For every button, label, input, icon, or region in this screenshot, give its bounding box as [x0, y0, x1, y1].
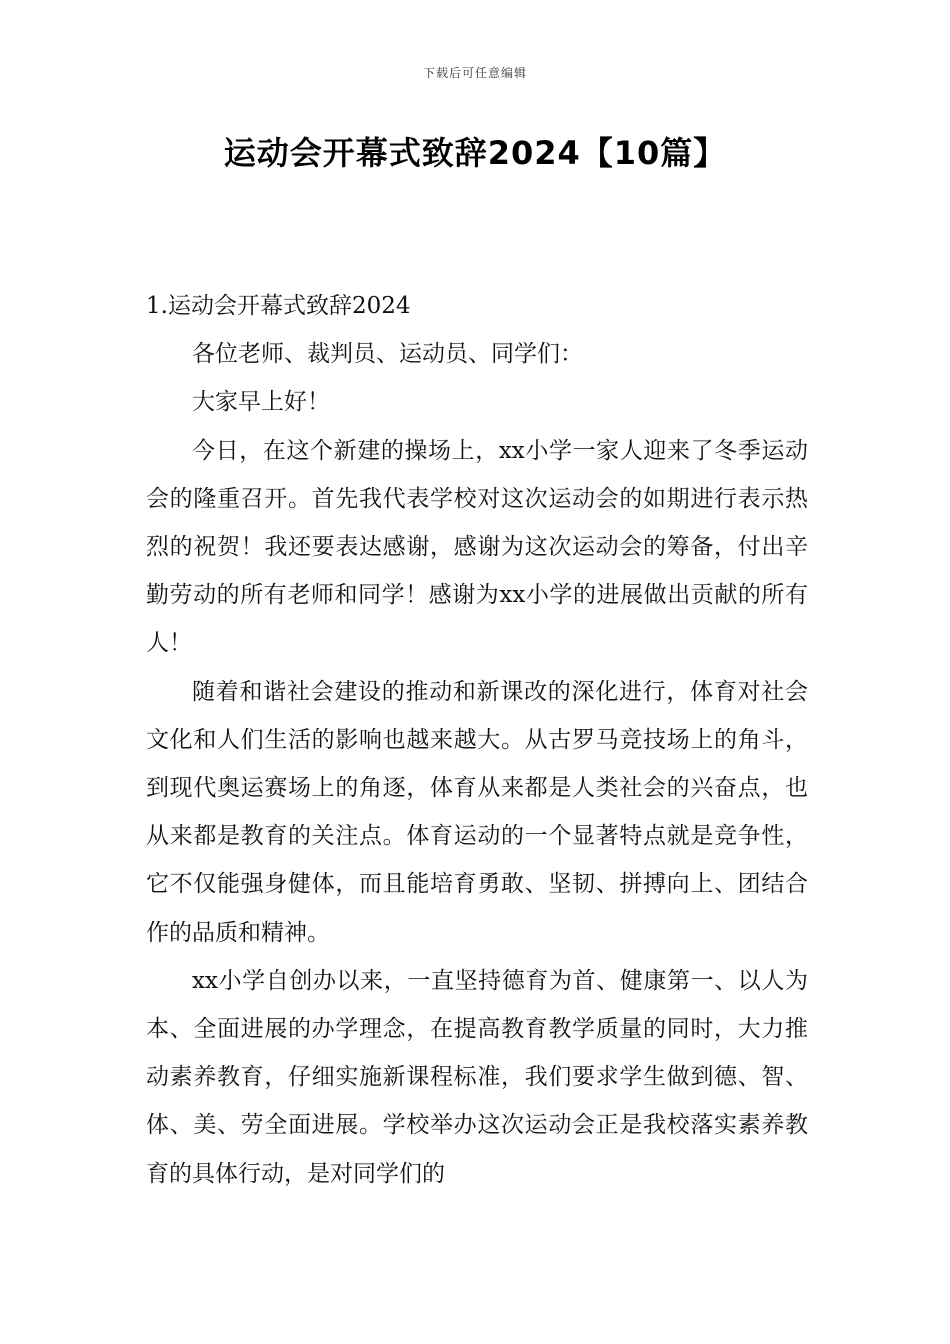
salutation-paragraph: 各位老师、裁判员、运动员、同学们： — [192, 341, 583, 368]
header-note: 下载后可任意编辑 — [422, 66, 527, 80]
body-paragraph: 随着和谐社会建设的推动和新课改的深化进行，体育对社会文化和人们生活的影响也越来越大。从古罗马竞技场上的角斗，到现代奥运赛场上的角逐，体育从来都是人类社会的兴奋点，也从来都是教育的关注点。体育运动的一个显著特点就是竞争性，它不仅能强身健体，而且能培育勇敢、坚韧、拼搏向上、团结合作的品质和精神。 — [146, 678, 808, 946]
greeting-paragraph: 大家早上好！ — [192, 389, 330, 416]
section-heading: 1.运动会开幕式致辞2024 — [146, 293, 411, 319]
document-body — [146, 282, 808, 1198]
body-paragraph: 今日，在这个新建的操场上，xx小学一家人迎来了冬季运动会的隆重召开。首先我代表学校对这次运动会的如期进行表示热烈的祝贺！我还要表达感谢，感谢为这次运动会的筹备，付出辛勤劳动的所有老师和同学！感谢为xx小学的进展做出贡献的所有人！ — [146, 437, 808, 657]
body-paragraph: xx小学自创办以来，一直坚持德育为首、健康第一、以人为本、全面进展的办学理念，在提高教育教学质量的同时，大力推动素养教育，仔细实施新课程标准，我们要求学生做到德、智、体、美、劳全面进展。学校举办这次运动会正是我校落实素养教育的具体行动，是对同学们的 — [146, 967, 808, 1187]
document-title: 运动会开幕式致辞2024【10篇】 — [223, 134, 727, 172]
